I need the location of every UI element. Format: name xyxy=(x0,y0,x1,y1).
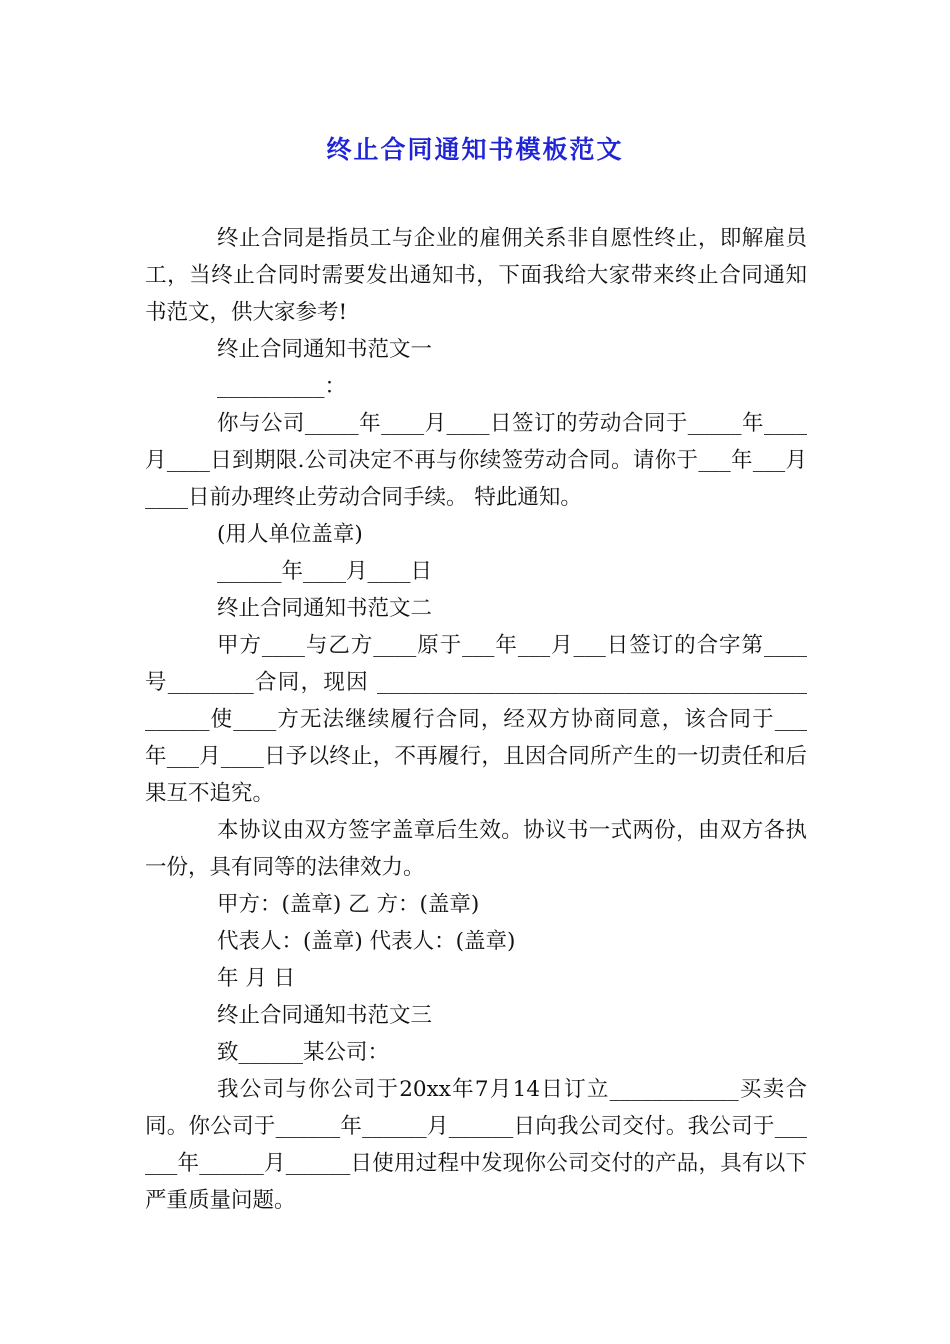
section-heading-sample-three: 终止合同通知书范文三 xyxy=(217,1003,433,1028)
signature-date-line: 年 月 日 xyxy=(217,966,296,991)
section-heading-sample-one: 终止合同通知书范文一 xyxy=(217,337,433,362)
termination-agreement-paragraph: 甲方____与乙方____原于___年___月___日签订的合字第____号________合同，现因 ______________________________________________使____方无法继续履行合同，经双方协商同意，该合同于___ 年___月____日予以终止，不再履行，且因合同所产生的一切责任和后果互不追究。 xyxy=(145,633,807,806)
recipient-blank-line: __________： xyxy=(217,374,347,399)
section-heading-sample-two: 终止合同通知书范文二 xyxy=(217,596,433,621)
date-blank-line: ______年____月____日 xyxy=(217,559,433,584)
notice-paragraph: 你与公司_____年____月____日签订的劳动合同于_____年____月____日到期限.公司决定不再与你续签劳动合同。请你于___年___月____日前办理终止劳动合同手续。 特此通知。 xyxy=(145,411,807,510)
addressee-line: 致______某公司： xyxy=(217,1040,390,1065)
party-seal-line: 甲方：(盖章) 乙 方：(盖章) xyxy=(217,892,480,917)
representative-seal-line: 代表人：(盖章) 代表人：(盖章) xyxy=(217,929,516,954)
effect-clause-paragraph: 本协议由双方签字盖章后生效。协议书一式两份，由双方各执一份，具有同等的法律效力。 xyxy=(145,818,807,880)
employer-seal-line: (用人单位盖章) xyxy=(217,522,363,547)
quality-issue-paragraph: 我公司与你公司于20xx年7月14日订立____________买卖合同。你公司于______年______月______日向我公司交付。我公司于______年______月______日使用过程中发现你公司交付的产品，具有以下严重质量问题。 xyxy=(145,1077,807,1213)
document-body xyxy=(145,220,807,1219)
document-title: 终止合同通知书模板范文 xyxy=(326,135,624,164)
intro-paragraph: 终止合同是指员工与企业的雇佣关系非自愿性终止，即解雇员工，当终止合同时需要发出通知书，下面我给大家带来终止合同通知书范文，供大家参考! xyxy=(145,226,807,325)
